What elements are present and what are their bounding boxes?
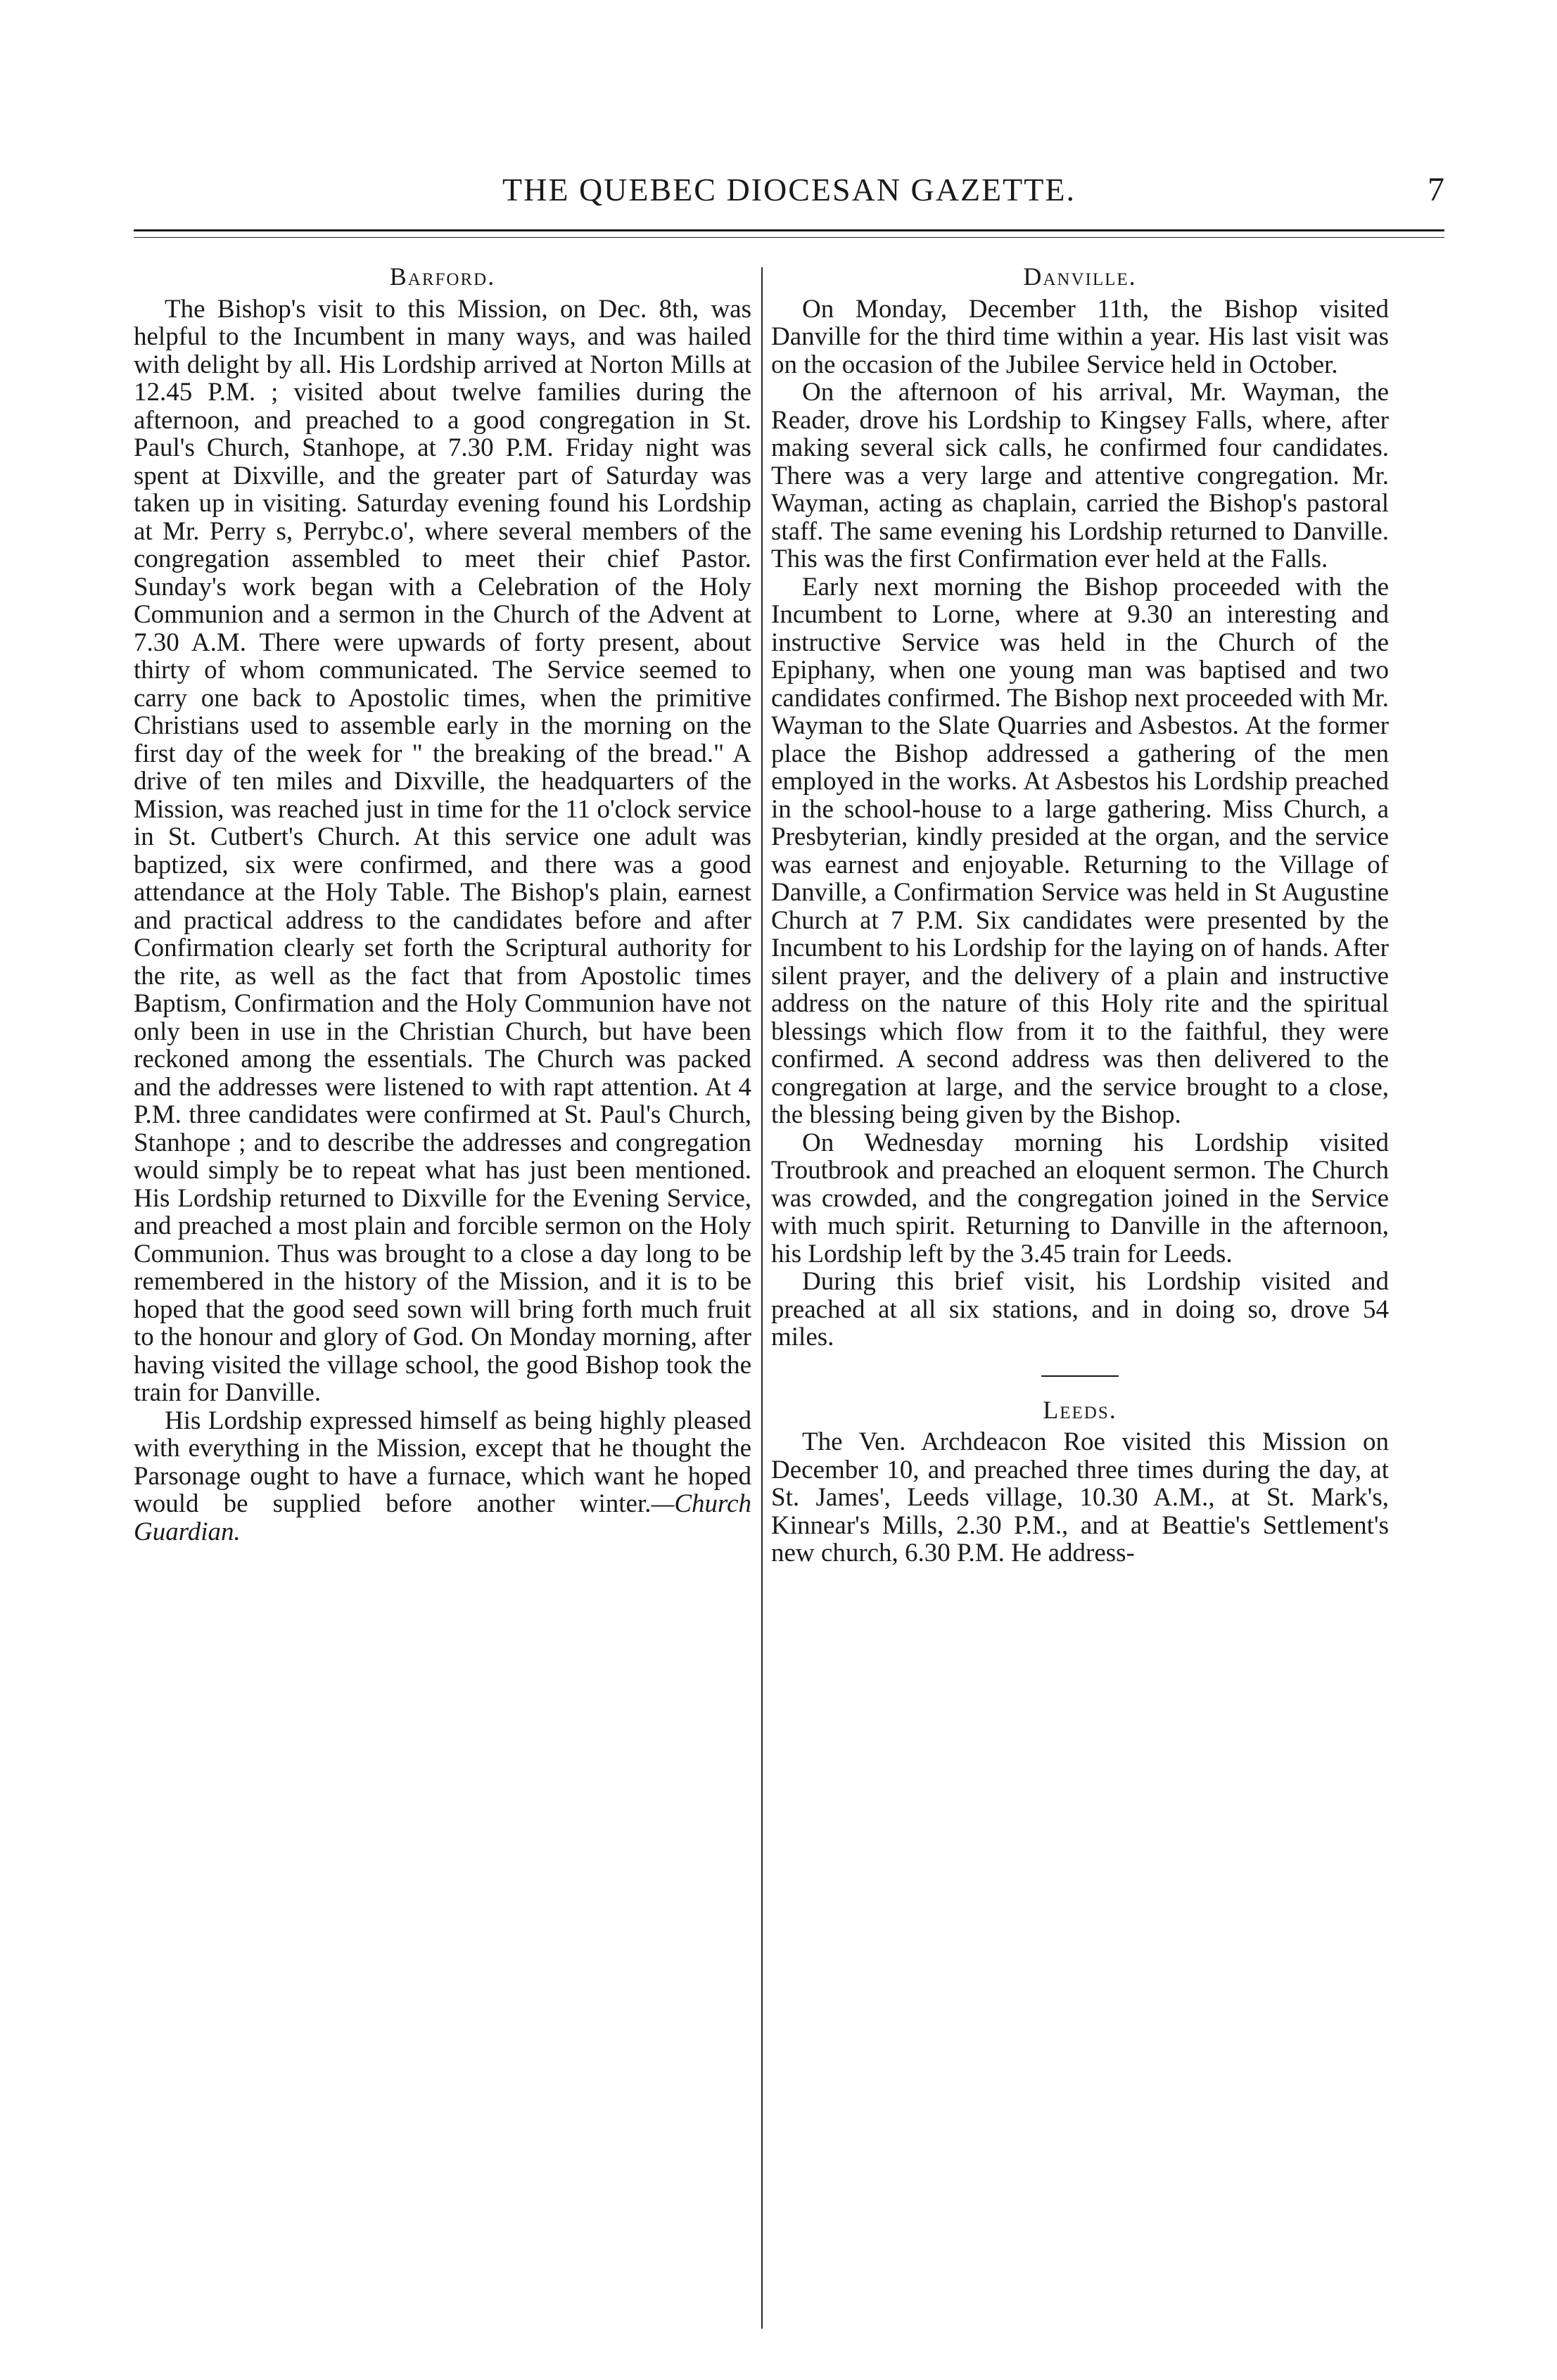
paragraph: The Ven. Archdeacon Roe visited this Mission on December 10, and preached three times during the day, at St. James', Leeds village, 10.30 A.M., at St. Mark's, Kinnear's Mills, 2.30 P.M., and at Beattie's Settlement's new church, 6.30 P.M. He address-	[771, 1427, 1389, 1567]
paragraph: On Monday, December 11th, the Bishop visited Danville for the third time within a year. His last visit was on the occasion of the Jubilee Service held in October.	[771, 294, 1389, 379]
section-heading-danville: Danville.	[1023, 262, 1137, 291]
paragraph: Early next morning the Bishop proceeded with the Incumbent to Lorne, where at 9.30 an interesting and instructive Service was held in the Church of the Epiphany, when one young man was baptised and two candidates confirmed. The Bishop next proceeded with Mr. Wayman to the Slate Quarries and Asbestos. At the former place the Bishop addressed a gathering of the men employed in the works. At Asbestos his Lordship preached in the school-house to a large gathering. Miss Church, a Presbyterian, kindly presided at the organ, and the service was earnest and enjoyable. Returning to the Village of Danville, a Confirmation Service was held in St Augustine Church at 7 P.M. Six candidates were presented by the Incumbent to his Lordship for the laying on of hands. After silent prayer, and the delivery of a plain and instructive address on the nature of this Holy rite and the spiritual blessings which flow from it to the faithful, they were confirmed. A second address was then delivered to the congregation at large, and the service brought to a close, the blessing being given by the Bishop.	[771, 572, 1389, 1129]
running-title: THE QUEBEC DIOCESAN GAZETTE.	[502, 172, 1076, 208]
paragraph: During this brief visit, his Lordship visited and preached at all six stations, and in doing so, drove 54 miles.	[771, 1267, 1389, 1351]
paragraph: On Wednesday morning his Lordship visited Troutbrook and preached an eloquent sermon. The Church was crowded, and the congregation joined in the Service with much spirit. Returning to Danville in the afternoon, his Lordship left by the 3.45 train for Leeds.	[771, 1128, 1389, 1268]
paragraph: On the afternoon of his arrival, Mr. Wayman, the Reader, drove his Lordship to Kingsey Falls, where, after making several sick calls, he confirmed four candidates. There was a very large and attentive congregation. Mr. Wayman, acting as chaplain, carried the Bishop's pastoral staff. The same evening his Lordship returned to Danville. This was the first Confirmation ever held at the Falls.	[771, 378, 1389, 573]
page-number: 7	[1428, 171, 1444, 208]
section-heading-leeds: Leeds.	[1043, 1395, 1117, 1424]
column-divider	[761, 267, 763, 2329]
left-column	[134, 255, 751, 1546]
paragraph-text: His Lordship expressed himself as being highly pleased with everything in the Mission, except that he thought the Parsonage ought to have a furnace, which want he hoped would be supplied before another winter.	[134, 1406, 751, 1518]
source-attribution: —Church Guardian.	[134, 1489, 751, 1546]
paragraph: The Bishop's visit to this Mission, on Dec. 8th, was helpful to the Incumbent in many ways, and was hailed with delight by all. His Lordship arrived at Norton Mills at 12.45 P.M. ; visited about twelve families during the afternoon, and preached to a good congregation in St. Paul's Church, Stanhope, at 7.30 P.M. Friday night was spent at Dixville, and the greater part of Saturday was taken up in visiting. Saturday evening found his Lordship at Mr. Perry s, Perrybc.o', where several members of the congregation assembled to meet their chief Pastor. Sunday's work began with a Celebration of the Holy Communion and a sermon in the Church of the Advent at 7.30 A.M. There were upwards of forty present, about thirty of whom communicated. The Service seemed to carry one back to Apostolic times, when the primitive Christians used to assemble early in the morning on the first day of the week for " the breaking of the bread." A drive of ten miles and Dixville, the headquarters of the Mission, was reached just in time for the 11 o'clock service in St. Cutbert's Church. At this service one adult was baptized, six were confirmed, and there was a good attendance at the Holy Table. The Bishop's plain, earnest and practical address to the candidates before and after Confirmation clearly set forth the Scriptural authority for the rite, as well as the fact that from Apostolic times Baptism, Confirmation and the Holy Communion have not only been in use in the Christian Church, but have been reckoned among the essentials. The Church was packed and the addresses were listened to with rapt attention. At 4 P.M. three candidates were confirmed at St. Paul's Church, Stanhope ; and to describe the addresses and congregation would simply be to repeat what has just been mentioned. His Lordship returned to Dixville for the Evening Service, and preached a most plain and forcible sermon on the Holy Communion. Thus was brought to a close a day long to be remembered in the history of the Mission, and it is to be hoped that the good seed sown will bring forth much fruit to the honour and glory of God. On Monday morning, after having visited the village school, the good Bishop took the train for Danville.	[134, 294, 751, 1407]
page-header	[134, 169, 1444, 218]
section-heading-barford: Barford.	[389, 262, 496, 291]
section-divider	[1041, 1375, 1119, 1377]
header-rule	[134, 229, 1444, 238]
right-column	[771, 255, 1389, 1567]
paragraph	[134, 1407, 751, 1546]
